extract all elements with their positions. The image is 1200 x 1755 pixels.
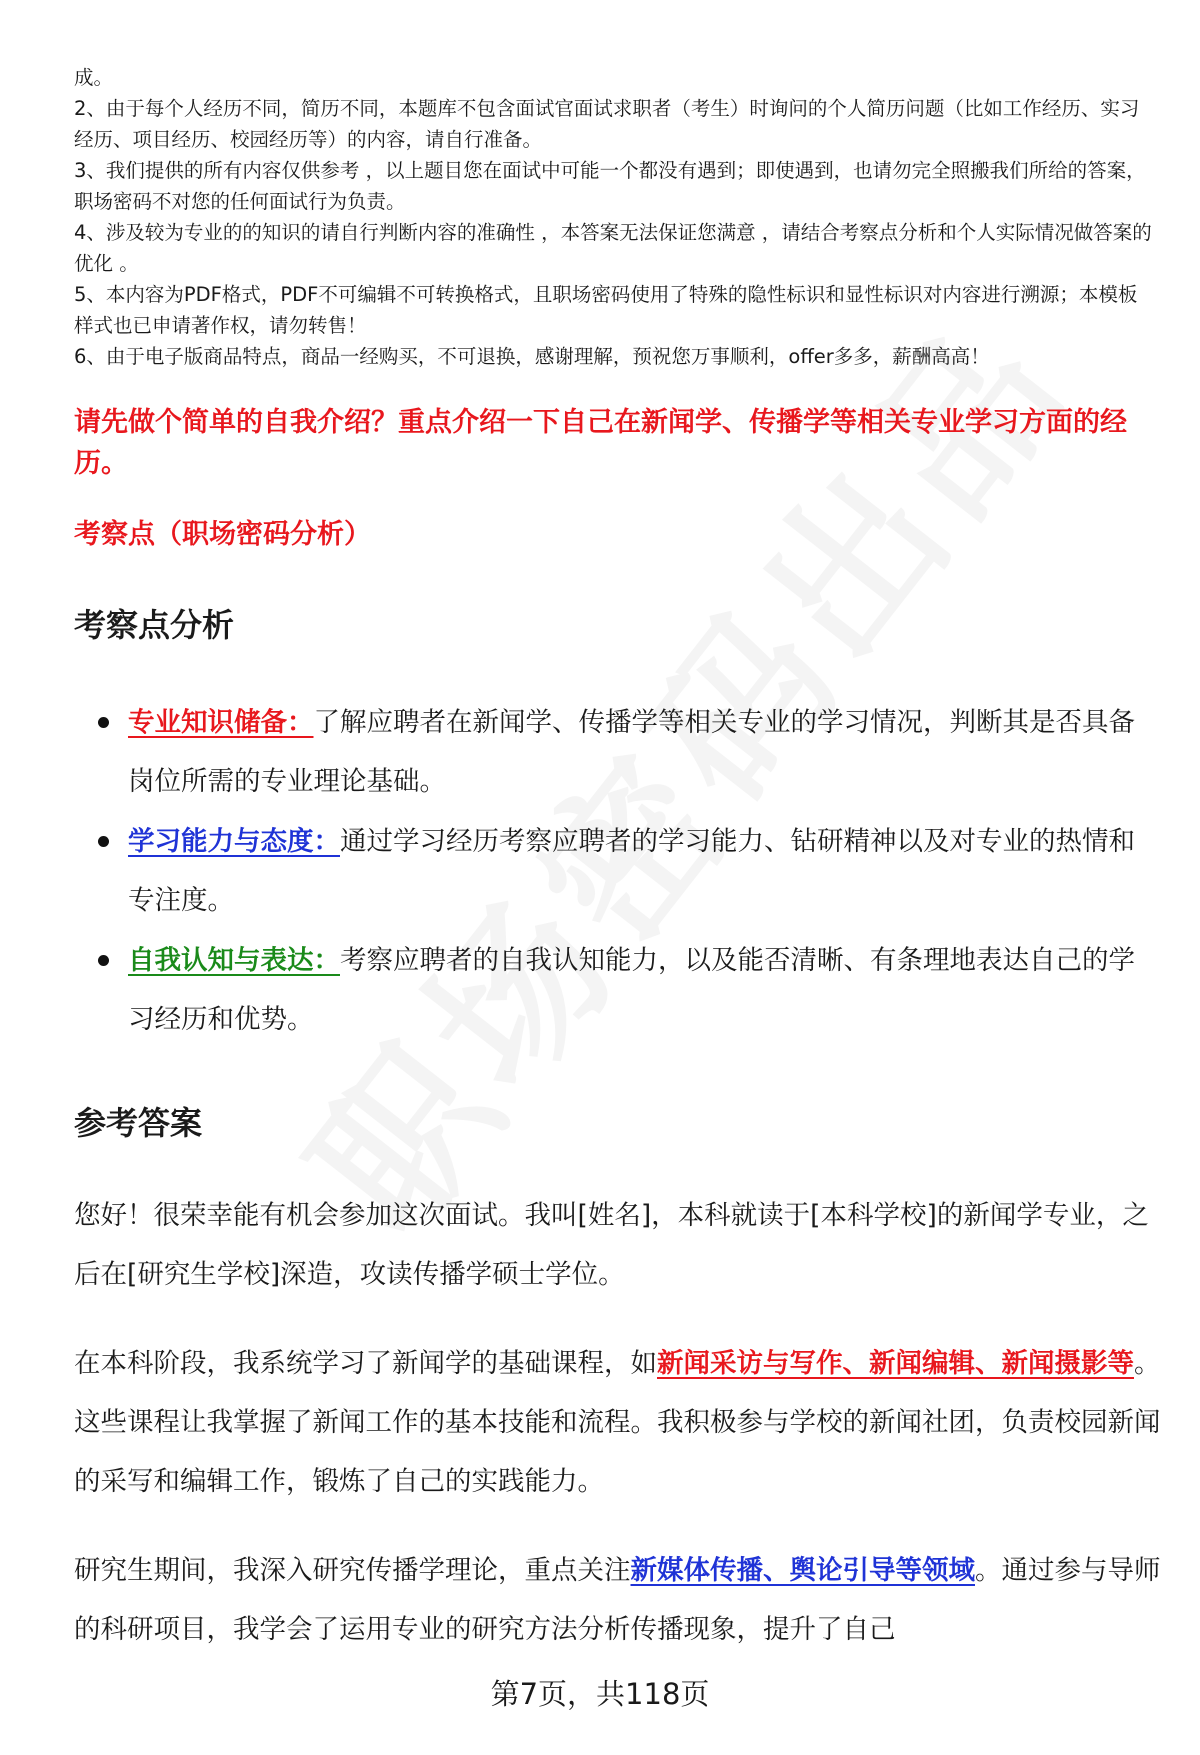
answer-text: 。通过参与导师的科研项目，我学会了运用专业的研究方法分析传播现象，提升了自己 [74, 1555, 1161, 1645]
answer-text: 研究生期间，我深入研究传播学理论，重点关注 [74, 1555, 631, 1586]
note-item: 2、由于每个人经历不同，简历不同，本题库不包含面试官面试求职者（考生）时询问的个人简历问题（比如工作经历、实习经历、项目经历、校园经历等）的内容，请自行准备。 [74, 97, 1140, 151]
analysis-item [74, 812, 1154, 930]
answer-highlight: 新媒体传播、舆论引导等领域 [630, 1555, 975, 1586]
analysis-list [74, 693, 1154, 1050]
answer-text: 在本科阶段，我系统学习了新闻学的基础课程，如 [74, 1348, 657, 1379]
bullet-dot-icon [98, 836, 109, 847]
key-points-title: 考察点（职场密码分析） [74, 519, 371, 550]
note-item: 4、涉及较为专业的的知识的请自行判断内容的准确性 ，本答案无法保证您满意 ，请结合考察点分析和个人实际情况做答案的优化 。 [74, 221, 1152, 275]
notes-list [74, 62, 1154, 372]
bullet-dot-icon [98, 717, 109, 728]
analysis-text: 通过学习经历考察应聘者的学习能力、钻研精神以及对专业的热情和专注度。 [128, 826, 1135, 916]
analysis-label: 自我认知与表达： [128, 945, 340, 976]
analysis-label: 学习能力与态度： [128, 826, 340, 857]
analysis-label: 专业知识储备： [128, 707, 314, 738]
answer-paragraph-3 [74, 1541, 1164, 1659]
note-item: 6、由于电子版商品特点，商品一经购买，不可退换，感谢理解，预祝您万事顺利，offer多多，薪酬高高！ [74, 345, 990, 368]
answer-highlight: 新闻采访与写作、新闻编辑、新闻摄影等 [657, 1348, 1134, 1379]
note-item: 成。 [74, 66, 114, 89]
analysis-heading: 考察点分析 [74, 606, 235, 644]
bullet-dot-icon [98, 955, 109, 966]
analysis-text: 了解应聘者在新闻学、传播学等相关专业的学习情况，判断其是否具备岗位所需的专业理论基础。 [128, 707, 1135, 797]
page-number: 第7页，共118页 [490, 1677, 710, 1711]
answer-paragraph-1: 您好！很荣幸能有机会参加这次面试。我叫[姓名]，本科就读于[本科学校]的新闻学专业，之后在[研究生学校]深造，攻读传播学硕士学位。 [74, 1200, 1149, 1290]
question-heading: 请先做个简单的自我介绍？重点介绍一下自己在新闻学、传播学等相关专业学习方面的经历。 [74, 407, 1127, 479]
note-item: 3、我们提供的所有内容仅供参考 ，以上题目您在面试中可能一个都没有遇到；即使遇到，也请勿完全照搬我们所给的答案，职场密码不对您的任何面试行为负责。 [74, 159, 1146, 213]
analysis-item [74, 931, 1154, 1049]
answer-heading: 参考答案 [74, 1104, 203, 1142]
analysis-text: 考察应聘者的自我认知能力，以及能否清晰、有条理地表达自己的学习经历和优势。 [128, 945, 1135, 1035]
answer-paragraph-2 [74, 1334, 1164, 1511]
note-item: 5、本内容为PDF格式，PDF不可编辑不可转换格式，且职场密码使用了特殊的隐性标识和显性标识对内容进行溯源；本模板样式也已申请著作权，请勿转售！ [74, 283, 1138, 337]
answer-text: 。这些课程让我掌握了新闻工作的基本技能和流程。我积极参与学校的新闻社团，负责校园新闻的采写和编辑工作，锻炼了自己的实践能力。 [74, 1348, 1161, 1497]
analysis-item [74, 693, 1154, 811]
